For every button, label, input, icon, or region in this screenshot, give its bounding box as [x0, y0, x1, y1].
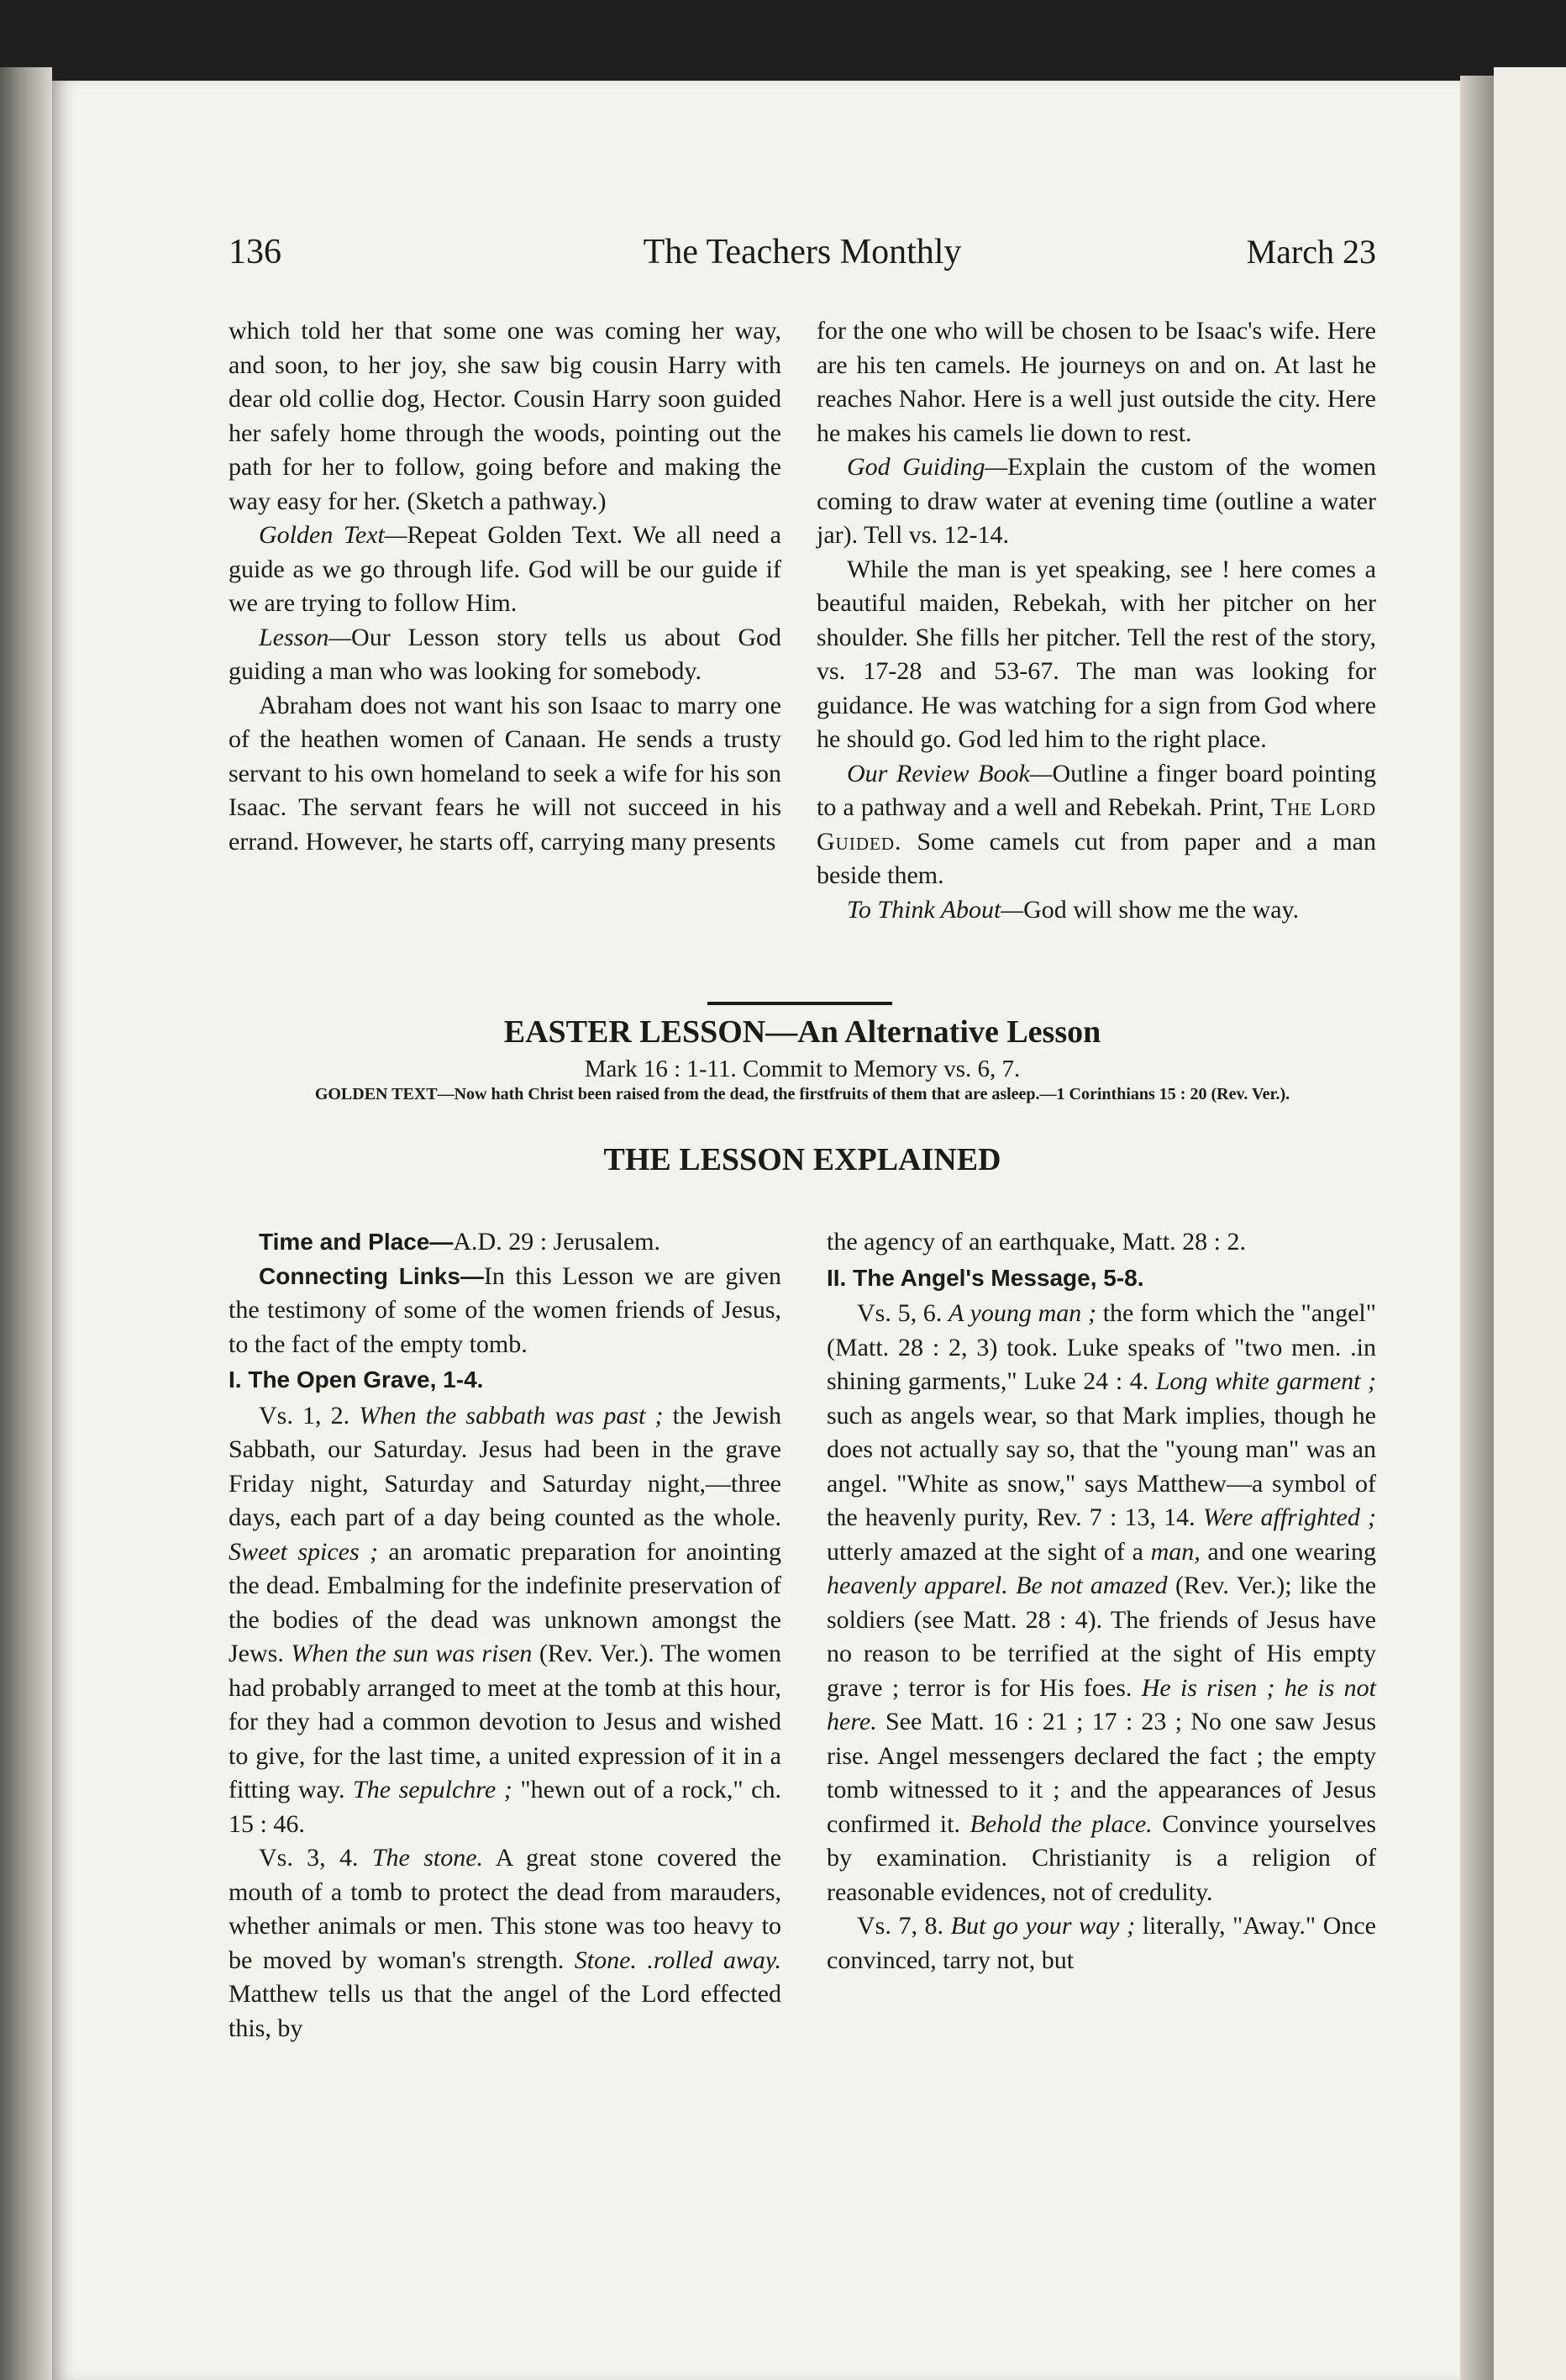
book-spine [0, 67, 52, 2380]
next-page-edge [1494, 67, 1566, 2380]
run-in-label: Our Review Book— [847, 759, 1053, 787]
issue-date: March 23 [1246, 233, 1376, 271]
paragraph: Vs. 5, 6. A young man ; the form which the "angel" (Matt. 28 : 2, 3) took. Luke speaks of "two men. .in shining garments," Luke 24 : 4. Long white garment ; such as angels wear, so that Mark implies, though he does not actually say so, that the "young man" was an angel. "White as snow," says Matthew—a symbol of the heavenly purity, Rev. 7 : 13, 14. Were affrighted ; utterly amazed at the sight of a man, and one wearing heavenly apparel. Be not amazed (Rev. Ver.); like the soldiers (see Matt. 28 : 4). The friends of Jesus have no reason to be terrified at the sight of His empty grave ; terror is for His foes. He is risen ; he is not here. See Matt. 16 : 21 ; 17 : 23 ; No one saw Jesus rise. Angel messengers declared the fact ; the empty tomb witnessed to it ; and the appearances of Jesus confirmed it. Behold the place. Convince yourselves by examination. Christianity is a religion of reasonable evidences, not of credulity. [827, 1299, 1377, 1906]
scripture-reference: Mark 16 : 1-11. Commit to Memory vs. 6, 7. [584, 1056, 1021, 1082]
section-divider [707, 1002, 892, 1005]
top-left-column [229, 314, 781, 859]
run-in-heading: Time and Place— [259, 1229, 454, 1255]
section-heading: II. The Angel's Message, 5-8. [827, 1264, 1144, 1291]
run-in-label: God Guiding— [847, 453, 1008, 481]
small-caps-text: The Lord Guided. [817, 793, 1377, 856]
top-right-column [817, 314, 1376, 927]
paragraph: Abraham does not want his son Isaac to marry one of the heathen women of Canaan. He sends a trusty servant to his own homeland to seek a wife for his son Isaac. The servant fears he will not succeed in his errand. However, he starts off, carrying many presents [229, 691, 781, 856]
paragraph: Vs. 3, 4. The stone. A great stone covered the mouth of a tomb to protect the dead from marauders, whether animals or men. This stone was too heavy to be moved by woman's strength. Stone. .rolled away. Matthew tells us that the angel of the Lord effected this, by [229, 1844, 781, 2042]
paragraph: the agency of an earthquake, Matt. 28 : 2. [827, 1228, 1246, 1256]
paragraph: To Think About—God will show me the way. [847, 895, 1300, 924]
paragraph: God Guiding—Explain the custom of the women coming to draw water at evening time (outline a water jar). Tell vs. 12-14. [817, 453, 1376, 549]
paragraph: Connecting Links—In this Lesson we are given the testimony of some of the women friends of Jesus, to the fact of the empty tomb. [229, 1261, 781, 1358]
paragraph: Golden Text—Repeat Golden Text. We all need a guide as we go through life. God will be our guide if we are trying to follow Him. [229, 521, 781, 617]
paragraph: Our Review Book—Outline a finger board pointing to a pathway and a well and Rebekah. Print, The Lord Guided. Some camels cut from paper and a man beside them. [817, 759, 1377, 889]
paragraph: Lesson—Our Lesson story tells us about God guiding a man who was looking for somebody. [229, 623, 781, 685]
paragraph: which told her that some one was coming her way, and soon, to her joy, she saw big cousin Harry with dear old collie dog, Hector. Cousin Harry soon guided her safely home through the woods, pointing out the path for her to follow, going before and making the way easy for her. (Sketch a pathway.) [229, 317, 781, 515]
bottom-left-column [229, 1225, 781, 2046]
section-heading: I. The Open Grave, 1-4. [229, 1366, 484, 1393]
paragraph: Vs. 1, 2. When the sabbath was past ; the Jewish Sabbath, our Saturday. Jesus had been in the grave Friday night, Saturday and Saturday night,—three days, each part of a day being counted as the whole. Sweet spices ; an aromatic preparation for anointing the dead. Embalming for the indefinite preservation of the bodies of the dead was unknown amongst the Jews. When the sun was risen (Rev. Ver.). The women had probably arranged to meet at the tomb at this hour, for they had a common devotion to Jesus and wished to give, for the last time, a united expression of it in a fitting way. The sepulchre ; "hewn out of a rock," ch. 15 : 46. [229, 1401, 782, 1838]
golden-text: GOLDEN TEXT—Now hath Christ been raised from the dead, the firstfruits of them that are asleep.—1 Corinthians 15 : 20 (Rev. Ver.). [314, 1085, 1290, 1103]
paragraph: Time and Place—A.D. 29 : Jerusalem. [259, 1228, 660, 1256]
page-edge [1460, 76, 1494, 2380]
paragraph: While the man is yet speaking, see ! here comes a beautiful maiden, Rebekah, with her pitcher on her shoulder. She fills her pitcher. Tell the rest of the story, vs. 17-28 and 53-67. The man was looking for guidance. He was watching for a sign from God where he should go. God led him to the right place. [817, 555, 1376, 753]
paragraph: Vs. 7, 8. But go your way ; literally, "Away." Once convinced, tarry not, but [827, 1912, 1376, 1974]
page-number: 136 [229, 233, 281, 271]
running-title: The Teachers Monthly [643, 233, 962, 271]
run-in-label: Lesson— [259, 623, 352, 651]
paragraph: for the one who will be chosen to be Isaac's wife. Here are his ten camels. He journeys on and on. At last he reaches Nahor. Here is a well just outside the city. Here he makes his camels lie down to rest. [817, 317, 1376, 447]
run-in-heading: Connecting Links— [259, 1262, 484, 1289]
run-in-label: Golden Text— [259, 521, 407, 549]
run-in-label: To Think About— [847, 895, 1024, 924]
easter-lesson-heading: EASTER LESSON—An Alternative Lesson [503, 1014, 1101, 1050]
bottom-right-column [827, 1225, 1376, 1977]
lesson-explained-heading: THE LESSON EXPLAINED [603, 1142, 1001, 1177]
page-header [229, 232, 1376, 291]
